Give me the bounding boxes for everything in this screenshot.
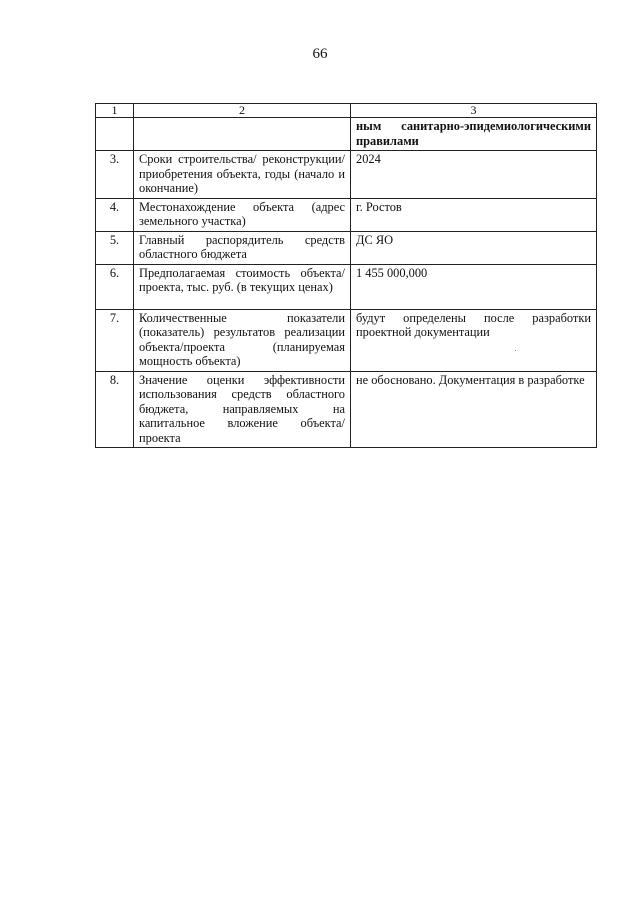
table-row: [96, 371, 597, 448]
page-number: 66: [312, 46, 328, 62]
table-row: [96, 231, 597, 264]
row-number: 4.: [96, 198, 134, 231]
row-value: 2024: [351, 151, 597, 199]
table-header-row: [96, 104, 597, 118]
row-number: 3.: [96, 151, 134, 199]
row-value: не обосновано. Документация в разработке: [351, 371, 597, 448]
column-header-3: 3: [351, 104, 597, 118]
column-header-2: 2: [134, 104, 351, 118]
column-header-1: 1: [96, 104, 134, 118]
table-row: [96, 264, 597, 309]
row-label: [134, 118, 351, 151]
object-info-table: [95, 103, 597, 448]
row-label: Местонахождение объекта (адрес земельного участка): [134, 198, 351, 231]
table-row: [96, 309, 597, 371]
row-label: Главный распорядитель средств областного бюджета: [134, 231, 351, 264]
row-label: Сроки строительства/ реконструкции/ приобретения объекта, годы (начало и окончание): [134, 151, 351, 199]
row-number: 5.: [96, 231, 134, 264]
table-row: [96, 151, 597, 199]
row-value: г. Ростов: [351, 198, 597, 231]
row-number: 7.: [96, 309, 134, 371]
table-row: [96, 118, 597, 151]
row-number: 6.: [96, 264, 134, 309]
row-label: Количественные показатели (показатель) результатов реализации объекта/проекта (планируемая мощность объекта): [134, 309, 351, 371]
row-value: ДС ЯО: [351, 231, 597, 264]
row-value: 1 455 000,000: [351, 264, 597, 309]
row-value: будут определены после разработки проектной документации: [351, 309, 597, 371]
scan-speck: [515, 350, 516, 351]
table-row: [96, 198, 597, 231]
row-value: ным санитарно-эпидемиологическими правилами: [351, 118, 597, 151]
row-number: 8.: [96, 371, 134, 448]
row-label: Значение оценки эффективности использования средств областного бюджета, направляемых на капитальное вложение объекта/проекта: [134, 371, 351, 448]
row-number: [96, 118, 134, 151]
row-label: Предполагаемая стоимость объекта/проекта, тыс. руб. (в текущих ценах): [134, 264, 351, 309]
